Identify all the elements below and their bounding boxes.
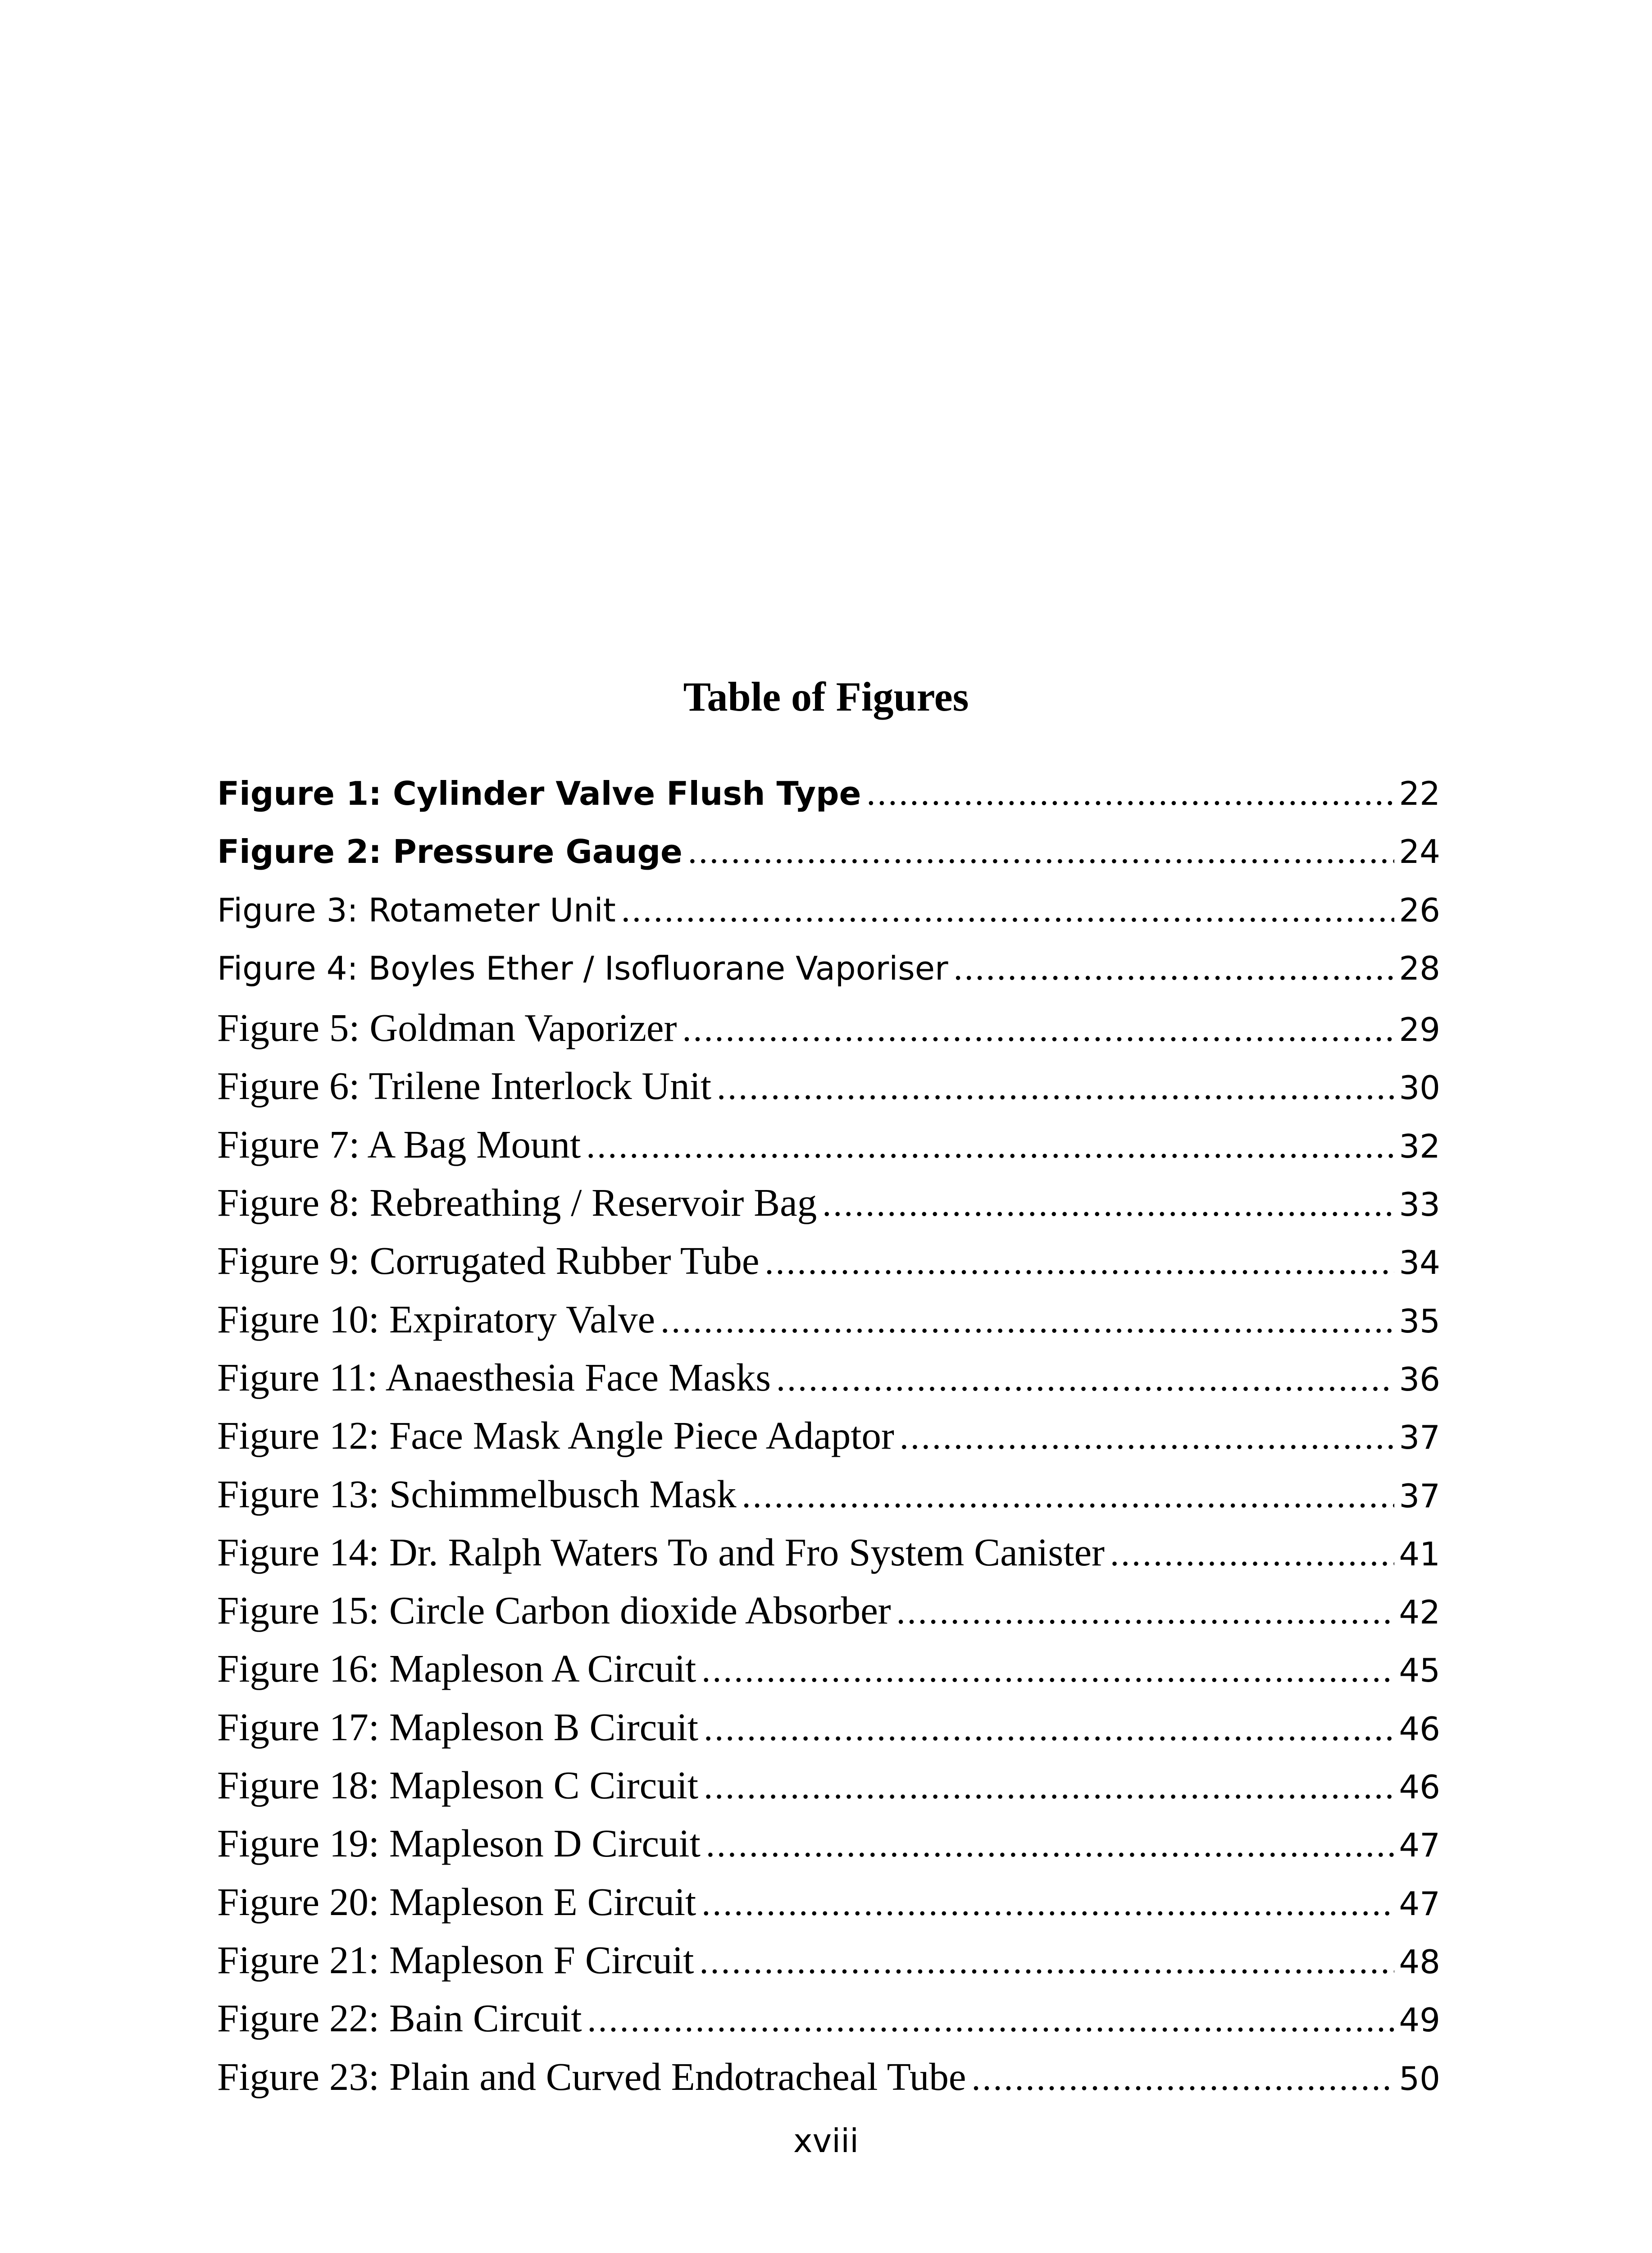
- toc-entry-label: Figure 23: Plain and Curved Endotracheal Tube: [217, 2057, 966, 2098]
- dot-leader: [897, 1594, 1395, 1630]
- dot-leader: [765, 1244, 1394, 1280]
- toc-entry-label: Figure 6: Trilene Interlock Unit: [217, 1066, 712, 1108]
- toc-entry-page-number: 37: [1399, 1477, 1440, 1515]
- dot-leader: [688, 833, 1395, 869]
- dot-leader: [822, 1186, 1394, 1222]
- dot-leader: [586, 1128, 1394, 1164]
- toc-entry-page-number: 50: [1399, 2059, 1440, 2098]
- toc-entry-page-number: 24: [1399, 833, 1440, 871]
- toc-entry-page-number: 46: [1399, 1710, 1440, 1748]
- toc-entry-label: Figure 3: Rotameter Unit: [217, 891, 616, 929]
- toc-entry[interactable]: [217, 1824, 1440, 1882]
- dot-leader: [682, 1011, 1394, 1047]
- dot-leader: [587, 2002, 1395, 2038]
- toc-entry-label: Figure 10: Expiratory Valve: [217, 1299, 655, 1341]
- toc-entry-page-number: 42: [1399, 1593, 1440, 1632]
- toc-entry-page-number: 47: [1399, 1826, 1440, 1865]
- toc-entry-page-number: 48: [1399, 1943, 1440, 1981]
- toc-entry-page-number: 35: [1399, 1302, 1440, 1340]
- toc-entry-label: Figure 19: Mapleson D Circuit: [217, 1824, 701, 1865]
- toc-entry-label: Figure 1: Cylinder Valve Flush Type: [217, 775, 861, 812]
- toc-entry[interactable]: [217, 1125, 1440, 1183]
- toc-entry-label: Figure 17: Mapleson B Circuit: [217, 1707, 699, 1749]
- toc-entry[interactable]: [217, 833, 1440, 891]
- toc-entry[interactable]: [217, 1591, 1440, 1649]
- toc-entry-page-number: 45: [1399, 1651, 1440, 1690]
- toc-entry-page-number: 26: [1399, 891, 1440, 929]
- toc-entry[interactable]: [217, 950, 1440, 1008]
- dot-leader: [742, 1478, 1395, 1514]
- toc-entry-label: Figure 22: Bain Circuit: [217, 1998, 582, 2040]
- toc-entry-label: Figure 4: Boyles Ether / Isofluorane Vaporiser: [217, 949, 948, 987]
- toc-entry-page-number: 37: [1399, 1418, 1440, 1457]
- page-title: Table of Figures: [683, 674, 969, 720]
- toc-entry-label: Figure 15: Circle Carbon dioxide Absorber: [217, 1591, 891, 1633]
- dot-leader: [701, 1885, 1394, 1921]
- toc-entry[interactable]: [217, 775, 1440, 833]
- dot-leader: [866, 775, 1394, 811]
- dot-leader: [971, 2060, 1394, 2096]
- dot-leader: [1110, 1536, 1394, 1572]
- toc-entry[interactable]: [217, 1649, 1440, 1707]
- toc-entry-page-number: 22: [1399, 775, 1440, 812]
- dot-leader: [717, 1069, 1394, 1105]
- toc-entry[interactable]: [217, 2057, 1440, 2115]
- toc-entry-label: Figure 11: Anaesthesia Face Masks: [217, 1357, 771, 1399]
- toc-entry-page-number: 41: [1399, 1535, 1440, 1573]
- toc-entry-label: Figure 18: Mapleson C Circuit: [217, 1765, 699, 1807]
- toc-entry-label: Figure 21: Mapleson F Circuit: [217, 1940, 694, 1982]
- toc-entry-page-number: 29: [1399, 1011, 1440, 1049]
- toc-entry-label: Figure 16: Mapleson A Circuit: [217, 1649, 696, 1691]
- dot-leader: [776, 1361, 1394, 1397]
- toc-entry-label: Figure 2: Pressure Gauge: [217, 833, 683, 871]
- toc-entry[interactable]: [217, 1765, 1440, 1824]
- toc-entry-label: Figure 13: Schimmelbusch Mask: [217, 1474, 737, 1516]
- toc-entry[interactable]: [217, 1300, 1440, 1358]
- toc-entry[interactable]: [217, 892, 1440, 950]
- toc-entry-label: Figure 12: Face Mask Angle Piece Adaptor: [217, 1416, 894, 1458]
- toc-entry-page-number: 36: [1399, 1360, 1440, 1398]
- toc-entry[interactable]: [217, 1358, 1440, 1416]
- toc-entry-page-number: 49: [1399, 2001, 1440, 2039]
- toc-entry-label: Figure 8: Rebreathing / Reservoir Bag: [217, 1183, 817, 1225]
- toc-entry-label: Figure 14: Dr. Ralph Waters To and Fro System Canister: [217, 1532, 1105, 1574]
- toc-entry-page-number: 46: [1399, 1768, 1440, 1806]
- toc-entry-page-number: 34: [1399, 1244, 1440, 1282]
- table-of-figures-list: [217, 775, 1440, 2115]
- toc-entry-page-number: 33: [1399, 1186, 1440, 1224]
- toc-entry-label: Figure 7: A Bag Mount: [217, 1124, 581, 1166]
- toc-entry-label: Figure 9: Corrugated Rubber Tube: [217, 1241, 760, 1283]
- toc-entry[interactable]: [217, 1940, 1440, 1998]
- toc-entry[interactable]: [217, 1066, 1440, 1124]
- toc-entry-label: Figure 5: Goldman Vaporizer: [217, 1008, 677, 1050]
- toc-entry[interactable]: [217, 1008, 1440, 1066]
- toc-entry[interactable]: [217, 1532, 1440, 1591]
- dot-leader: [701, 1652, 1394, 1688]
- toc-entry[interactable]: [217, 1416, 1440, 1474]
- toc-entry[interactable]: [217, 1474, 1440, 1532]
- toc-entry[interactable]: [217, 1998, 1440, 2057]
- toc-entry-label: Figure 20: Mapleson E Circuit: [217, 1882, 696, 1924]
- dot-leader: [900, 1419, 1395, 1455]
- toc-entry[interactable]: [217, 1882, 1440, 1940]
- dot-leader: [699, 1943, 1394, 1979]
- dot-leader: [660, 1303, 1394, 1339]
- dot-leader: [954, 950, 1395, 986]
- page-number-footer: xviii: [793, 2122, 859, 2160]
- toc-entry-page-number: 30: [1399, 1069, 1440, 1107]
- dot-leader: [704, 1710, 1394, 1747]
- dot-leader: [706, 1827, 1394, 1863]
- toc-entry[interactable]: [217, 1707, 1440, 1765]
- toc-entry[interactable]: [217, 1183, 1440, 1241]
- dot-leader: [704, 1769, 1394, 1805]
- dot-leader: [621, 892, 1394, 928]
- toc-entry-page-number: 47: [1399, 1884, 1440, 1923]
- toc-entry-page-number: 32: [1399, 1127, 1440, 1165]
- toc-entry-page-number: 28: [1399, 949, 1440, 987]
- toc-entry[interactable]: [217, 1241, 1440, 1299]
